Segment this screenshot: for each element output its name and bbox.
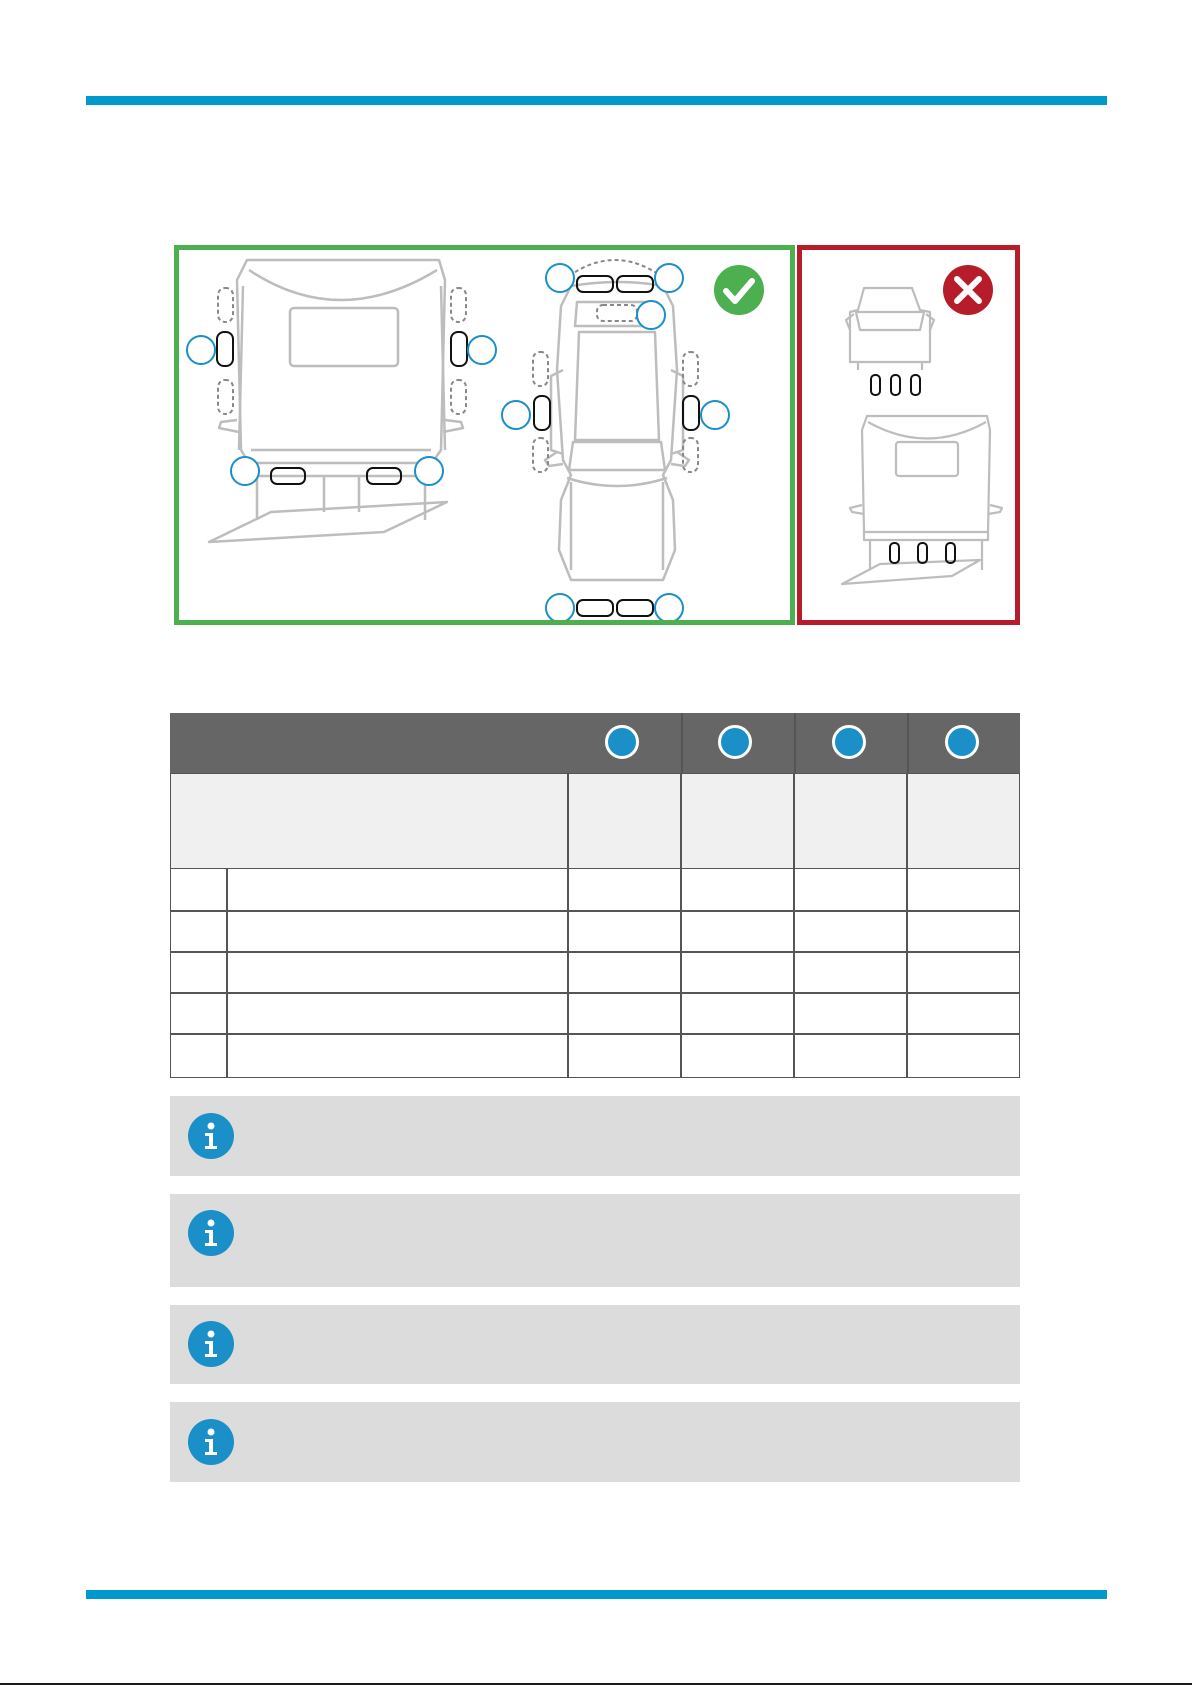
check-circle-icon xyxy=(714,265,764,315)
sensor-table xyxy=(170,713,1020,1078)
header-rule xyxy=(86,96,1107,105)
info-icon xyxy=(188,1419,234,1465)
column-marker-3 xyxy=(832,725,866,759)
info-note xyxy=(170,1194,1020,1287)
suv-front-view xyxy=(846,288,934,370)
table-subheader xyxy=(170,773,1020,869)
column-marker-1 xyxy=(605,725,639,759)
info-icon xyxy=(188,1113,234,1159)
van-rear-view-small xyxy=(842,416,1002,584)
header-divider xyxy=(794,713,796,773)
info-icon xyxy=(188,1210,234,1256)
table-row xyxy=(170,1033,1020,1035)
table-row xyxy=(170,992,1020,994)
suv-top-view xyxy=(545,282,689,580)
footer-rule xyxy=(86,1590,1107,1599)
header-divider xyxy=(681,713,683,773)
table-row xyxy=(170,951,1020,953)
column-marker-2 xyxy=(718,725,752,759)
info-note xyxy=(170,1096,1020,1176)
info-icon xyxy=(188,1321,234,1367)
column-marker-4 xyxy=(945,725,979,759)
table-header xyxy=(170,713,1020,773)
van-rear-view xyxy=(209,260,463,542)
x-circle-icon xyxy=(943,265,993,315)
correct-placement-diagram xyxy=(179,250,790,620)
table-body xyxy=(170,869,1020,1078)
info-note xyxy=(170,1305,1020,1384)
incorrect-placement-diagram xyxy=(802,250,1015,620)
table-row xyxy=(170,910,1020,912)
header-divider xyxy=(907,713,909,773)
incorrect-placement-panel xyxy=(797,245,1020,625)
correct-placement-panel xyxy=(174,245,795,625)
info-note xyxy=(170,1402,1020,1482)
